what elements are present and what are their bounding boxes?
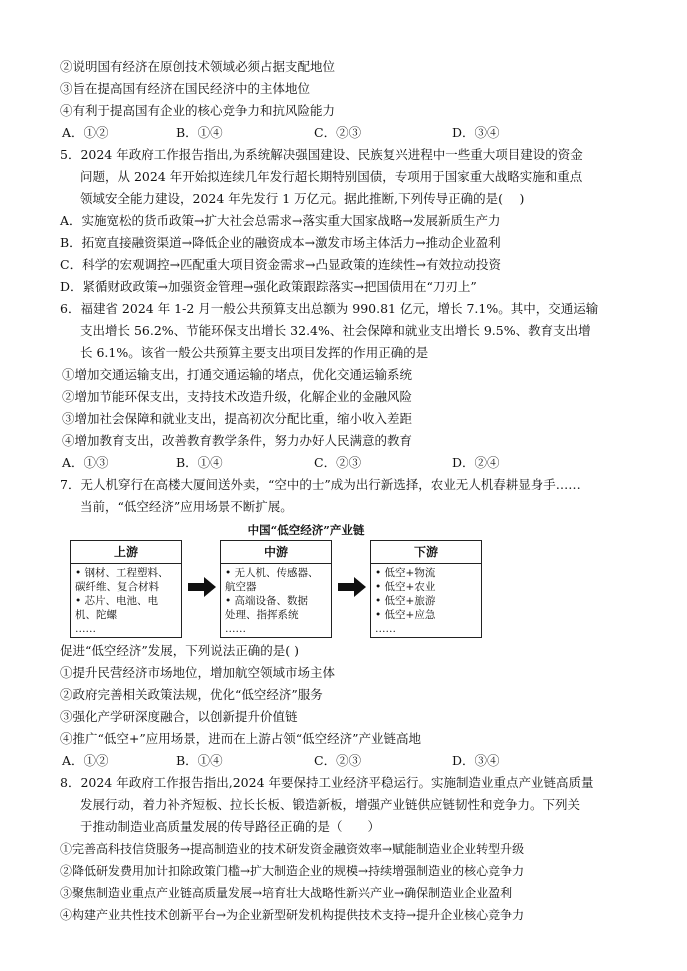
q6-item-3: ③增加社会保障和就业支出，提高初次分配比重，缩小收入差距 [62,411,413,426]
q7-item-3: ③强化产学研深度融合，以创新提升价值链 [60,709,298,724]
upstream-line: • 芯片、电池、电 [75,595,159,607]
q5-stem-line-2: 问题，从 2024 年开始拟连续几年发行超长期特别国债，专项用于国家重大战略实施和重点 [80,169,583,184]
upstream-line: 碳纤维、复合材料 [75,581,159,593]
q5-option-a: A．实施宽松的货币政策→扩大社会总需求→落实重大国家战略→发展新质生产力 [60,213,501,228]
q4-option-d: D．③④ [452,125,500,140]
q6-option-b: B．①④ [176,455,223,470]
q4-option-b: B．①④ [176,125,223,140]
q8-stem-line-2: 发展行动，着力补齐短板、拉长长板、锻造新板，增强产业链供应链韧性和竞争力。下列关 [80,797,581,812]
q6-stem-line-3: 长 6.1%。该省一般公共预算主要支出项目发挥的作用正确的是 [80,345,429,360]
midstream-line: • 高端设备、数据 [225,595,309,607]
midstream-line: 航空器 [225,581,257,593]
q8-stem-line-3: 于推动制造业高质量发展的传导路径正确的是（ ） [80,819,381,834]
downstream-line: • 低空+物流 [375,567,436,579]
midstream-line: • 无人机、传感器、 [225,567,319,579]
upstream-header: 上游 [71,541,181,564]
upstream-line: 机、陀螺 [75,609,117,621]
q7-option-a: A．①② [62,753,109,768]
q8-stem-line-1: 8．2024 年政府工作报告指出,2024 年要保持工业经济平稳运行。实施制造业重点产业链高质量 [60,775,594,790]
upstream-box [70,540,182,638]
downstream-header: 下游 [371,541,481,564]
q4-item-2: ②说明国有经济在原创技术领域必须占据支配地位 [60,59,336,74]
q7-question: 促进“低空经济”发展，下列说法正确的是( ) [60,643,300,658]
q8-item-4: ④构建产业共性技术创新平台→为企业新型研发机构提供技术支持→提升企业核心竞争力 [60,908,525,922]
upstream-line: • 钢材、工程塑料、 [75,567,169,579]
midstream-box [220,540,332,638]
q7-item-1: ①提升民营经济市场地位，增加航空领域市场主体 [60,665,336,680]
downstream-line: • 低空+农业 [375,581,436,593]
q8-item-3: ③聚焦制造业重点产业链高质量发展→培育壮大战略性新兴产业→确保制造业企业盈利 [60,886,513,900]
q5-option-b: B．拓宽直接融资渠道→降低企业的融资成本→激发市场主体活力→推动企业盈利 [60,235,501,250]
q4-option-a: A．①② [62,125,109,140]
q6-option-a: A．①③ [62,455,109,470]
q4-item-3: ③旨在提高国有经济在国民经济中的主体地位 [60,81,311,96]
q7-option-b: B．①④ [176,753,223,768]
q4-option-c: C．②③ [314,125,362,140]
upstream-line: …… [75,623,96,635]
q6-item-4: ④增加教育支出，改善教育教学条件，努力办好人民满意的教育 [62,433,413,448]
midstream-header: 中游 [221,541,331,564]
q7-item-2: ②政府完善相关政策法规，优化“低空经济”服务 [60,687,323,702]
q5-stem-line-1: 5．2024 年政府工作报告指出,为系统解决强国建设、民族复兴进程中一些重大项目建设的资金 [60,147,583,162]
downstream-line: • 低空+旅游 [375,595,436,607]
q7-item-4: ④推广“低空+”应用场景，进而在上游占领“低空经济”产业链高地 [60,731,422,746]
industry-chain-diagram [66,522,626,642]
q6-stem-line-1: 6．福建省 2024 年 1-2 月一般公共预算支出总额为 990.81 亿元，增长 7.1%。其中，交通运输 [60,301,599,316]
midstream-line: 处理、指挥系统 [225,609,299,621]
q5-stem-line-3: 领域安全能力建设，2024 年先发行 1 万亿元。据此推断,下列传导正确的是( ) [80,191,525,206]
q8-item-2: ②降低研发费用加计扣除政策门槛→扩大制造企业的规模→持续增强制造业的核心竞争力 [60,864,525,878]
q7-stem-line-1: 7．无人机穿行在高楼大厦间送外卖，“空中的士”成为出行新选择，农业无人机春耕显身手…… [60,477,581,492]
downstream-line: • 低空+应急 [375,609,436,621]
q5-option-c: C．科学的宏观调控→匹配重大项目资金需求→凸显政策的连续性→有效拉动投资 [60,257,501,272]
q7-option-d: D．③④ [452,753,500,768]
midstream-line: …… [225,623,246,635]
q7-stem-line-2: 当前，“低空经济”应用场景不断扩展。 [80,499,293,514]
q4-item-4: ④有利于提高国有企业的核心竞争力和抗风险能力 [60,103,336,118]
q6-stem-line-2: 支出增长 56.2%、节能环保支出增长 32.4%、社会保障和就业支出增长 9.5%、教育支出增 [80,323,591,338]
q6-option-c: C．②③ [314,455,362,470]
diagram-title: 中国“低空经济”产业链 [247,523,365,537]
downstream-box [370,540,482,638]
q6-item-1: ①增加交通运输支出，打通交通运输的堵点，优化交通运输系统 [62,367,413,382]
q8-item-1: ①完善高科技信贷服务→提高制造业的技术研发资金融资效率→赋能制造业企业转型升级 [60,842,525,856]
downstream-line: …… [375,623,396,635]
arrow-right-icon [188,577,216,597]
q6-option-d: D．②④ [452,455,500,470]
arrow-right-icon [338,577,366,597]
q6-item-2: ②增加节能环保支出，支持技术改造升级，化解企业的金融风险 [62,389,413,404]
q5-option-d: D．紧循财政政策→加强资金管理→强化政策跟踪落实→把国债用在“刀刃上” [60,279,477,294]
q7-option-c: C．②③ [314,753,362,768]
